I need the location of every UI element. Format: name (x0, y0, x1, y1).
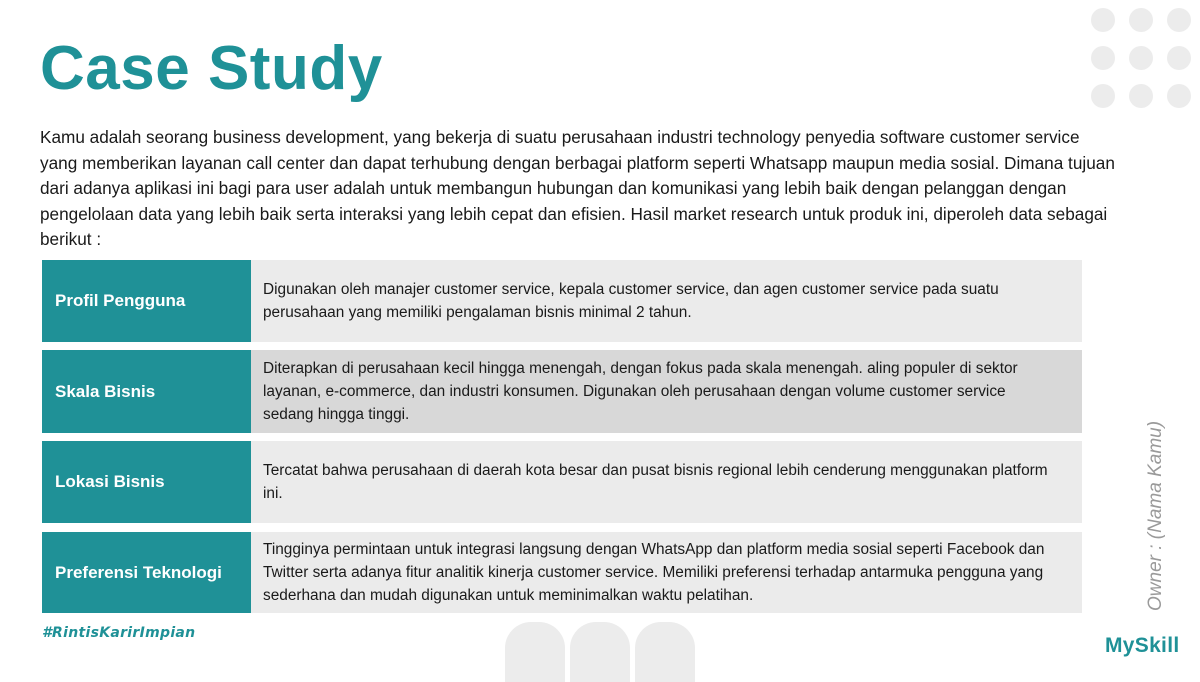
decorative-dot (1129, 84, 1153, 108)
slide-title: Case Study (40, 34, 383, 103)
row-label: Preferensi Teknologi (42, 532, 251, 613)
row-description: Digunakan oleh manajer customer service, kepala customer service, dan agen customer service pada suatu perusahaan yang memiliki pengalaman bisnis minimal 2 tahun. (251, 260, 1082, 342)
row-description: Tercatat bahwa perusahaan di daerah kota besar dan pusat bisnis regional lebih cenderung menggunakan platform ini. (251, 441, 1082, 523)
decorative-tab-shape (505, 622, 565, 682)
decorative-tab-shape (635, 622, 695, 682)
owner-label: Owner : (Nama Kamu) (1145, 420, 1166, 611)
decorative-dot (1091, 46, 1115, 70)
brand-logo: MySkill (1105, 634, 1180, 657)
table-row-skala-bisnis (42, 350, 1082, 433)
table-row-profil-pengguna (42, 260, 1082, 342)
row-description: Diterapkan di perusahaan kecil hingga menengah, dengan fokus pada skala menengah. aling populer di sektor layanan, e-commerce, dan industri konsumen. Digunakan oleh perusahaan dengan volume customer service sedang hingga tinggi. (251, 350, 1082, 433)
hashtag-text: #RintisKarirImpian (42, 625, 196, 641)
intro-paragraph: Kamu adalah seorang business development, yang bekerja di suatu perusahaan industri technology penyedia software customer service yang memberikan layanan call center dan dapat terhubung dengan berbagai platform seperti Whatsapp maupun media sosial. Dimana tujuan dari adanya aplikasi ini bagi para user adalah untuk membangun hubungan dan komunikasi yang lebih baik dengan pelanggan dengan pengelolaan data yang lebih baik serta interaksi yang lebih cepat dan efisien. Hasil market research untuk produk ini, diperoleh data sebagai berikut : (40, 127, 1115, 249)
decorative-dot-grid (1091, 8, 1200, 110)
table-row-lokasi-bisnis (42, 441, 1082, 523)
decorative-dot (1167, 8, 1191, 32)
row-label: Lokasi Bisnis (42, 441, 251, 523)
row-label: Skala Bisnis (42, 350, 251, 433)
table-row-preferensi-teknologi (42, 532, 1082, 613)
decorative-dot (1167, 84, 1191, 108)
decorative-dot (1129, 8, 1153, 32)
decorative-tab-shape (570, 622, 630, 682)
decorative-dot (1167, 46, 1191, 70)
row-description: Tingginya permintaan untuk integrasi langsung dengan WhatsApp dan platform media sosial seperti Facebook dan Twitter serta adanya fitur analitik kinerja customer service. Memiliki preferensi terhadap antarmuka pengguna yang sederhana dan mudah digunakan untuk meminimalkan waktu pelatihan. (251, 532, 1082, 613)
row-label: Profil Pengguna (42, 260, 251, 342)
decorative-dot (1091, 8, 1115, 32)
decorative-dot (1091, 84, 1115, 108)
decorative-dot (1129, 46, 1153, 70)
